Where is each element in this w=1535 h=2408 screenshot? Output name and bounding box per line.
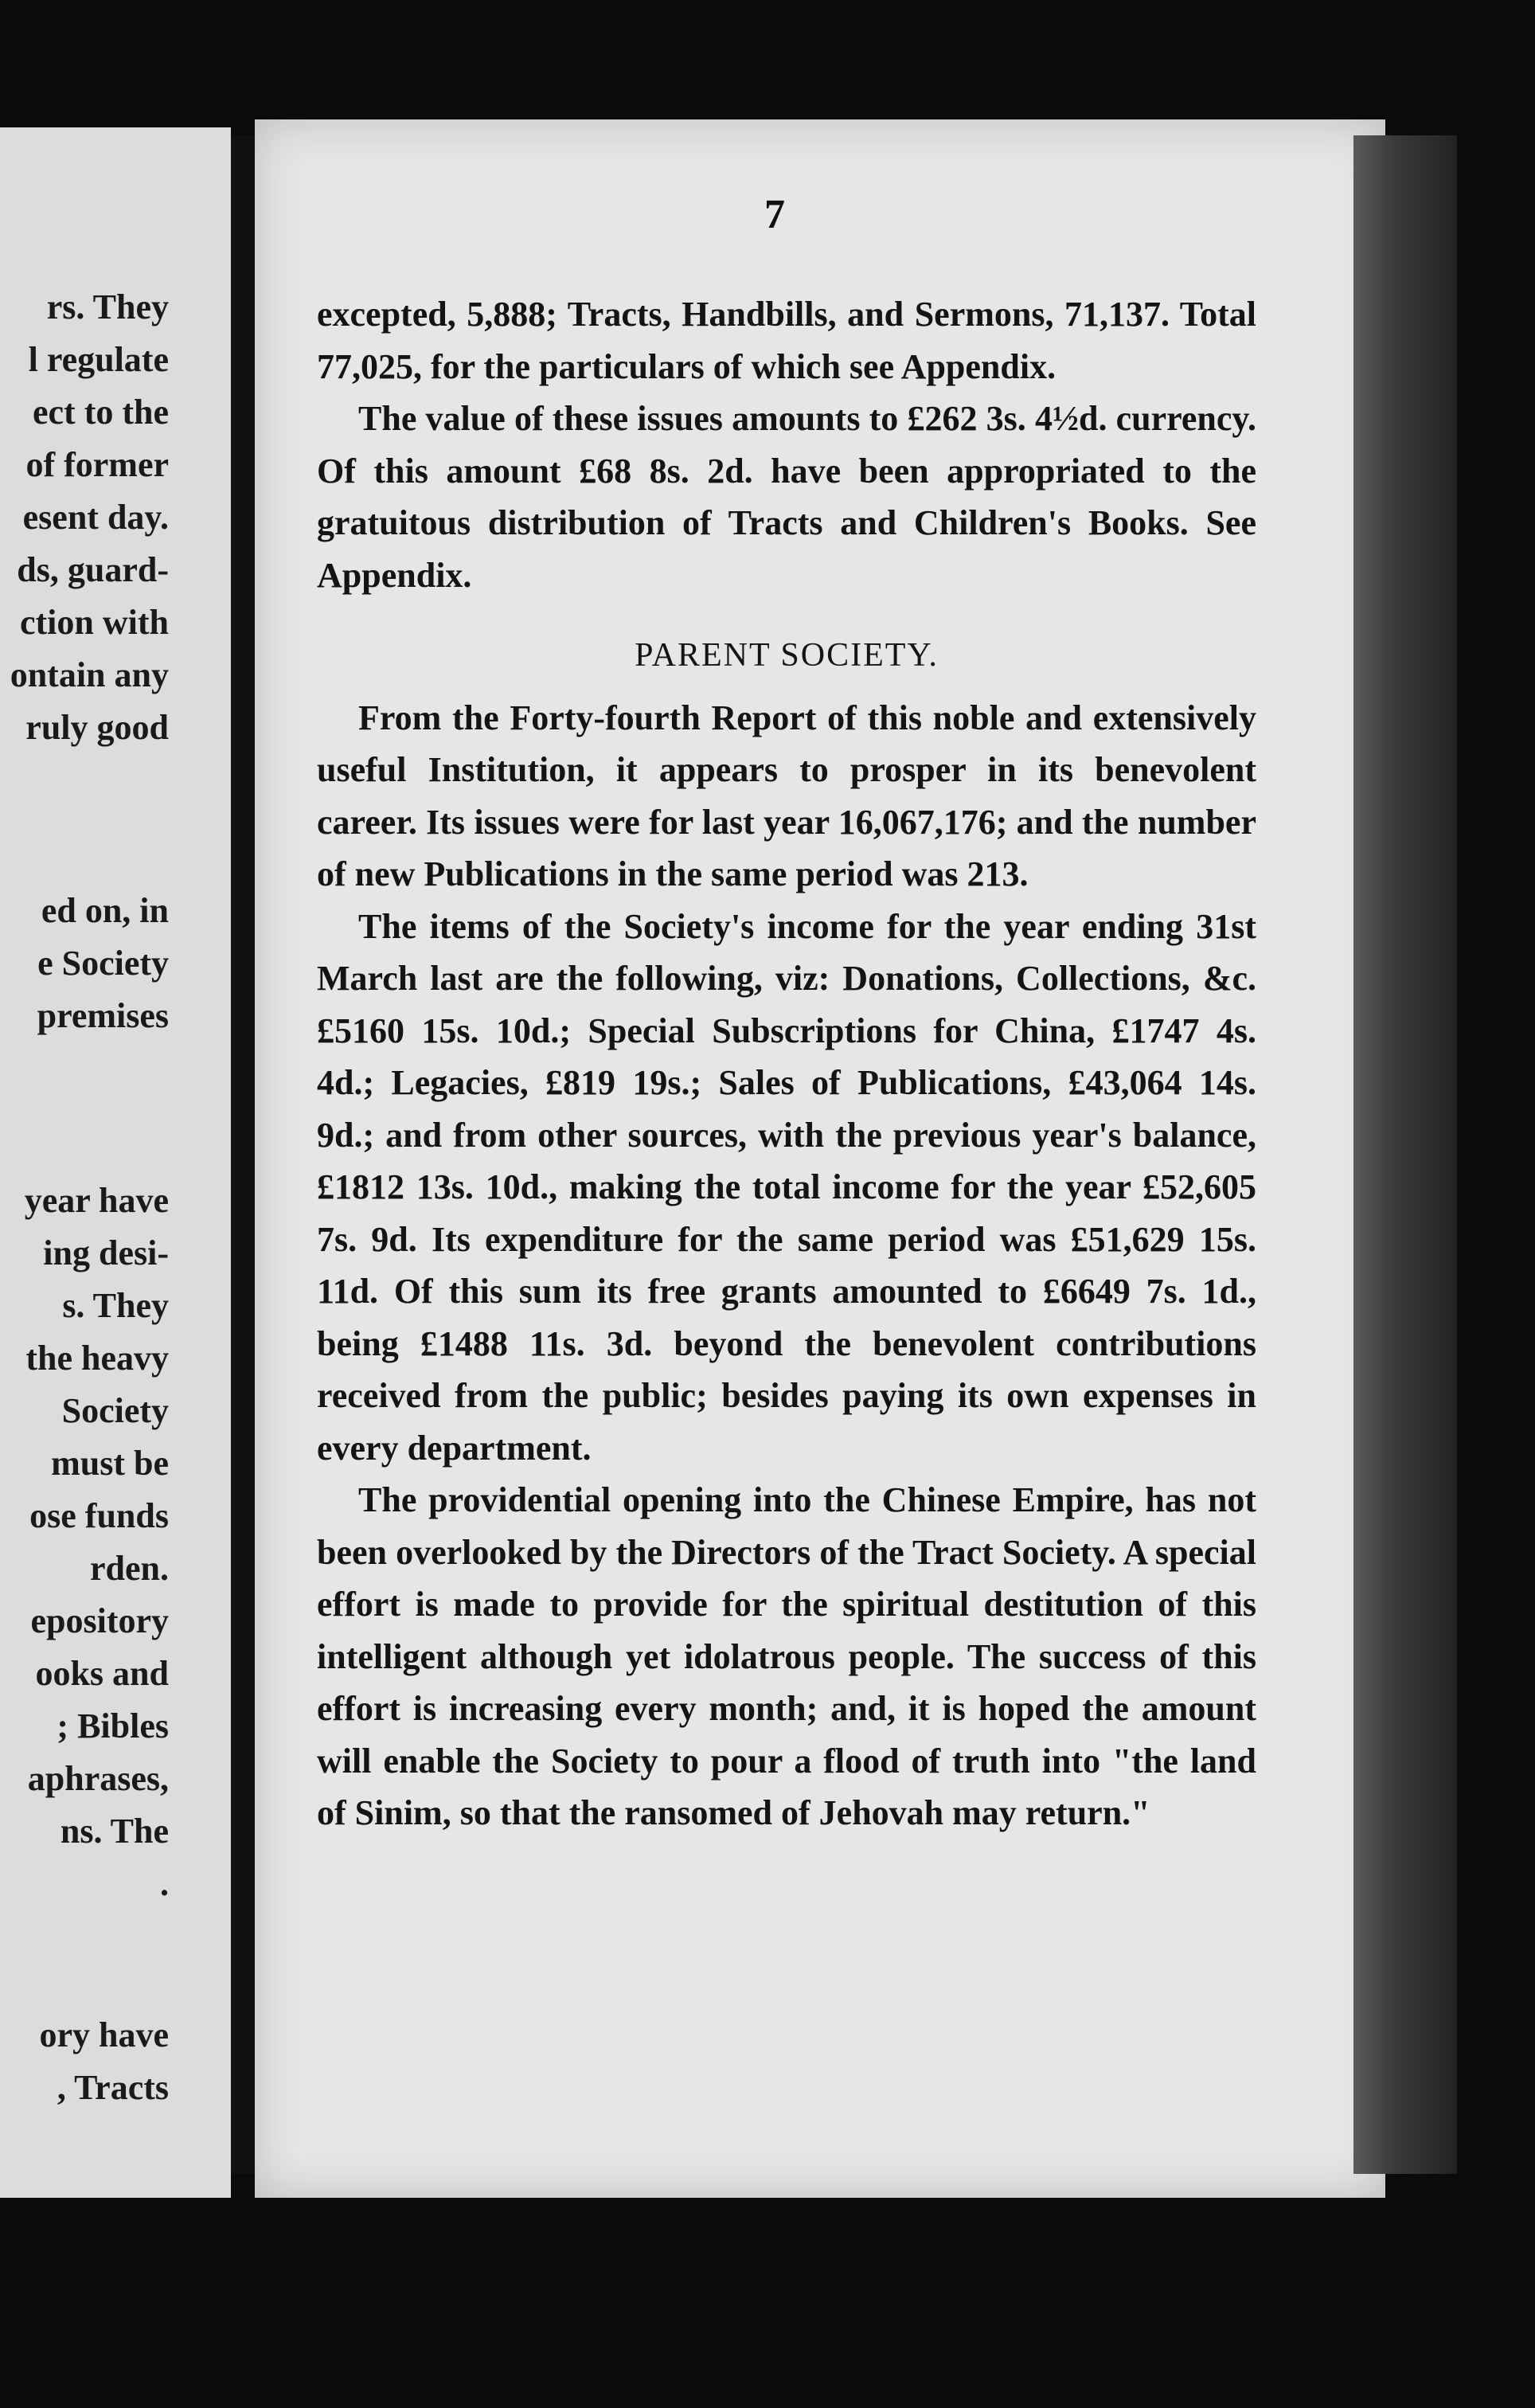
left-page-line: of former — [25, 445, 169, 484]
left-page-line: ruly good — [25, 708, 169, 747]
left-page-line: ooks and — [35, 1654, 169, 1693]
left-page-line: ing desi- — [43, 1233, 169, 1272]
page-body-text — [317, 288, 1256, 1839]
left-page-line: ontain any — [10, 655, 169, 694]
left-page-line: rs. They — [46, 287, 169, 326]
paragraph-issue-value: The value of these issues amounts to £262 3s. 4½d. currency. Of this amount £68 8s. 2d. have been appropriated to the gratuitous distribution of Tracts and Children's Books. See Appendix. — [317, 399, 1256, 595]
binding-gutter — [231, 135, 255, 2174]
left-page-line: l regulate — [28, 340, 169, 379]
paragraph-continuation: excepted, 5,888; Tracts, Handbills, and Sermons, 71,137. Total 77,025, for the particulars of which see Appendix. — [317, 295, 1256, 386]
left-page-line: . — [160, 1864, 169, 1903]
left-page-line: premises — [37, 996, 169, 1035]
page-edge-shadow — [1353, 135, 1457, 2174]
left-page-line: aphrases, — [27, 1759, 169, 1798]
left-page-line: epository — [30, 1601, 169, 1640]
section-heading: PARENT SOCIETY. — [635, 637, 939, 674]
left-page-fragment — [0, 127, 231, 2198]
left-page-line: year have — [24, 1181, 169, 1220]
left-page-line: ect to the — [32, 393, 169, 432]
left-page-line: , Tracts — [57, 2068, 169, 2107]
left-page-line: esent day. — [22, 498, 169, 537]
page-number: 7 — [764, 192, 785, 237]
left-page-line: s. They — [62, 1286, 169, 1325]
left-page-line: ns. The — [60, 1812, 169, 1851]
left-page-line: ed on, in — [41, 891, 169, 930]
left-page-line: ; Bibles — [57, 1706, 169, 1745]
left-page-line: ory have — [39, 2015, 169, 2054]
left-page-line: the heavy — [25, 1339, 169, 1378]
paragraph-chinese-empire: The providential opening into the Chinese Empire, has not been overlooked by the Directors of the Tract Society. A special effort is made to provide for the spiritual destitution of this intelligent although yet idolatrous people. The success of this effort is increasing every month; and, it is hoped the amount will enable the Society to pour a flood of truth into "the land of Sinim, so that the ransomed of Jehovah may return." — [317, 1480, 1256, 1832]
left-page-line: ds, guard- — [17, 550, 169, 589]
left-page-line: e Society — [37, 944, 169, 983]
left-page-line: Society — [61, 1391, 169, 1430]
left-page-line: ose funds — [29, 1496, 169, 1535]
left-page-line: rden. — [90, 1549, 169, 1588]
left-page-line: must be — [51, 1444, 169, 1483]
paragraph-income-items: The items of the Society's income for the year ending 31st March last are the following, viz: Donations, Collections, &c. £5160 15s. 10d.; Special Subscriptions for China, £1747 4s. 4d.; Legacies, £819 19s.; Sales of Publications, £43,064 14s. 9d.; and from other sources, with the previous year's balance, £1812 13s. 10d., making the total income for the year £52,605 7s. 9d. Its expenditure for the same period was £51,629 15s. 11d. Of this sum its free grants amounted to £6649 7s. 1d., being £1488 11s. 3d. beyond the benevolent contributions received from the public; besides paying its own expenses in every department. — [317, 906, 1256, 1468]
left-page-line: ction with — [20, 603, 169, 642]
paragraph-forty-fourth-report: From the Forty-fourth Report of this noble and extensively useful Institution, it appears to prosper in its benevolent career. Its issues were for last year 16,067,176; and the number of new Publications in the same period was 213. — [317, 698, 1256, 893]
